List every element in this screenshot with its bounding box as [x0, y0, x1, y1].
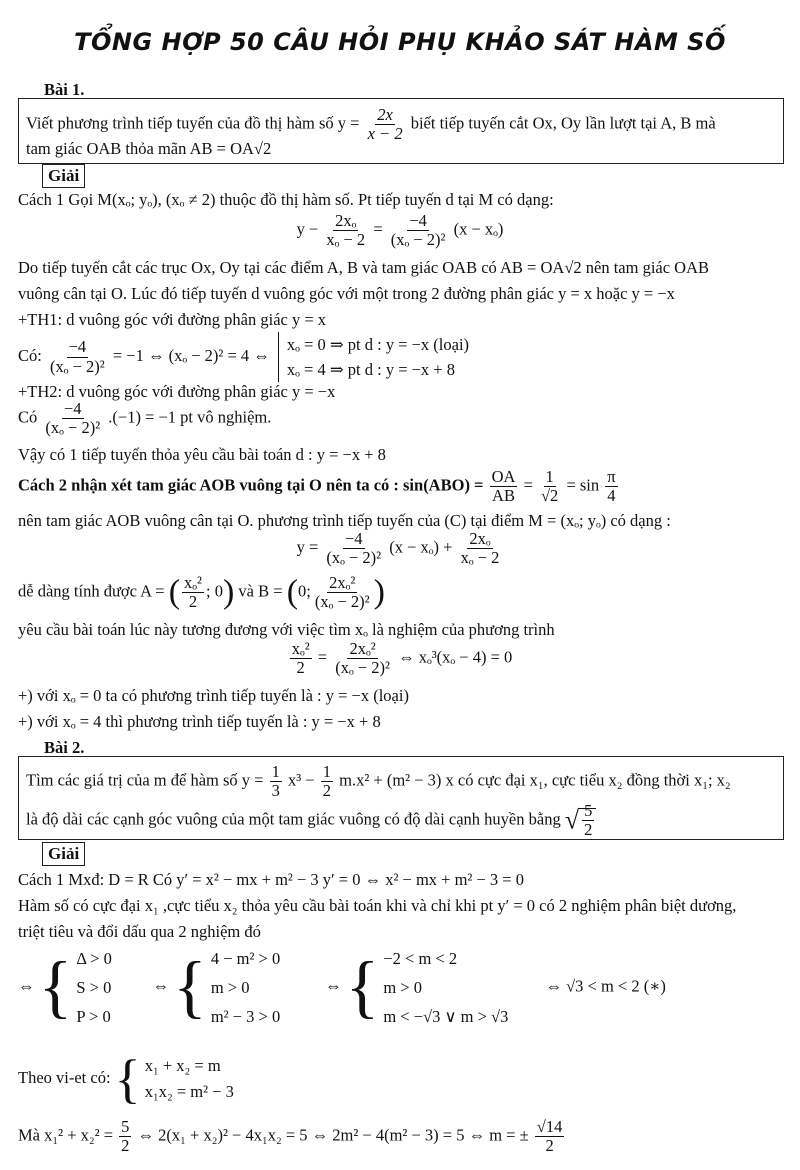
bai2-problem-line2: là độ dài các cạnh góc vuông của một tam giác vuông có độ dài cạnh huyền bằng √ $\frac{5}{2}$	[26, 802, 596, 839]
bai2-c1-line1: Cách 1 Mxđ: D = R Có y′ = x² − mx + m² − 3 y′ = 0 ⇔ x² − mx + m² − 3 = 0	[18, 870, 524, 889]
bai1-problem-line1	[26, 106, 716, 143]
bai1-c1-line1: Cách 1 Gọi M(xₒ; yₒ), (xₒ ≠ 2) thuộc đồ thị hàm số. Pt tiếp tuyến d tại M có dạng:	[18, 190, 554, 209]
bai1-solution-tag: Giải	[42, 164, 85, 188]
bai2-c1-line2: Hàm số có cực đại x₁ ,cực tiểu x₂ thỏa yêu cầu bài toán khi và chỉ khi pt y′ = 0 có 2 nghiệm phân biệt dương,	[18, 896, 737, 915]
bai1-c2-line3: dễ dàng tính được A = ( $\frac{\text{xₒ²}}{2}$ ; 0) và B = (0; $\frac{\text{2xₒ²}}{\text{(xₒ − 2)²}}$ )	[18, 573, 385, 612]
bai1-c2-case2: +) với xₒ = 4 thì phương trình tiếp tuyến là : y = −x + 8	[18, 712, 381, 731]
bai2-vieta-row: Theo vi-et có: { x₁ + x₂ = m x₁x₂ = m² − 3	[18, 1049, 234, 1109]
bai1-c1-th1: +TH1: d vuông góc với đường phân giác y = x	[18, 310, 327, 329]
bai1-problem-text-a: Viết phương trình tiếp tuyến của đồ thị hàm số y =	[26, 113, 360, 133]
page-title: TỔNG HỢP 50 CÂU HỎI PHỤ KHẢO SÁT HÀM SỐ	[74, 28, 726, 56]
bai2-vieta-system: x₁ + x₂ = m x₁x₂ = m² − 3	[144, 1056, 234, 1101]
bai1-c1-line2: Do tiếp tuyến cắt các trục Ox, Oy tại các điểm A, B và tam giác OAB có AB = OA√2 nên tam giác OAB	[18, 258, 710, 277]
bai1-c1-conclusion: Vậy có 1 tiếp tuyến thỏa yêu cầu bài toán d : y = −x + 8	[18, 445, 386, 464]
bai2-system-2: 4 − m² > 0 m > 0 m² − 3 > 0	[210, 949, 281, 1026]
bai2-heading: Bài 2.	[44, 738, 85, 757]
bai2-system-result: ⇔ √3 < m < 2 (∗)	[545, 976, 666, 996]
bai1-c2-case1: +) với xₒ = 0 ta có phương trình tiếp tuyến là : y = −x (loại)	[18, 686, 409, 705]
bai1-c1-co2-line: Có $\frac{-4}{\text{(xₒ − 2)²}}$ .(−1) = −1 pt vô nghiệm.	[18, 399, 272, 438]
bai1-problem-line2: tam giác OAB thỏa mãn AB = OA√2	[26, 139, 272, 158]
bai1-c1-cases: xₒ = 0 ⇒ pt d : y = −x (loại) xₒ = 4 ⇒ pt d : y = −x + 8	[278, 332, 469, 382]
bai2-solution-tag: Giải	[42, 842, 85, 866]
bai2-final-line: Mà x₁² + x₂² = $\frac{5}{2}$ ⇔ 2(x₁ + x₂)² − 4x₁x₂ = 5 ⇔ 2m² − 4(m² − 3) = 5 ⇔ m = ± $\frac{√14}{2}$	[18, 1117, 563, 1156]
bai2-system-1: Δ > 0 S > 0 P > 0	[76, 949, 112, 1026]
bai2-system-row: ⇔ { Δ > 0 S > 0 P > 0 ⇔ { 4 − m² > 0 m > 0 m² − 3 > 0 ⇔ { −2 < m < 2 m > 0 m < −√3 ∨ m > √3 ⇔ √3 < m < 2 (∗)	[18, 944, 666, 1031]
bai1-c2-equation3: $\frac{\text{xₒ²}}{2}$ = $\frac{\text{2xₒ²}}{\text{(xₒ − 2)²}}$ ⇔ xₒ³(xₒ − 4) = 0	[291, 639, 513, 678]
bai2-c1-line3: triệt tiêu và đổi dấu qua 2 nghiệm đó	[18, 922, 261, 941]
bai2-system-3: −2 < m < 2 m > 0 m < −√3 ∨ m > √3	[383, 949, 509, 1026]
bai1-c2-line4: yêu cầu bài toán lúc này tương đương với việc tìm xₒ là nghiệm của phương trình	[18, 620, 555, 639]
bai1-c1-line3: vuông cân tại O. Lúc đó tiếp tuyến d vuông góc với một trong 2 đường phân giác y = x hoặc y = −x	[18, 284, 675, 303]
bai1-c2-line2: nên tam giác AOB vuông cân tại O. phương trình tiếp tuyến của (C) tại điểm M = (xₒ; yₒ) có dạng :	[18, 511, 671, 530]
bai1-heading: Bài 1.	[44, 80, 85, 99]
bai1-c1-equation1: y − $\frac{\text{2xₒ}}{\text{xₒ − 2}}$ = $\frac{-4}{\text{(xₒ − 2)²}}$ (x − xₒ)	[296, 211, 504, 250]
bai1-c1-co-line: Có: $\frac{-4}{\text{(xₒ − 2)²}}$ = −1 ⇔ (xₒ − 2)² = 4 ⇔ xₒ = 0 ⇒ pt d : y = −x (loại) xₒ = 4 ⇒ pt d : y = −x + 8	[18, 332, 469, 382]
bai1-problem-text-b: biết tiếp tuyến cắt Ox, Oy lần lượt tại A, B mà	[410, 113, 716, 133]
bai2-problem-line1: Tìm các giá trị của m để hàm số y = $\frac{1}{3}$ x³ − $\frac{1}{2}$ m.x² + (m² − 3) x có cực đại x₁, cực tiểu x₂ đồng thời x₁; x₂	[26, 762, 731, 801]
bai1-c2-equation2: y = $\frac{-4}{\text{(xₒ − 2)²}}$ (x − xₒ) + $\frac{\text{2xₒ}}{\text{xₒ − 2}}$	[296, 529, 500, 568]
bai1-c2-line1: Cách 2 nhận xét tam giác AOB vuông tại O nên ta có : sin(ABO) = $\frac{OA}{AB}$ = $\frac{1}{√2}$ = sin $\frac{\pi}{4}$	[18, 467, 616, 506]
bai1-c1-th2: +TH2: d vuông góc với đường phân giác y = −x	[18, 382, 336, 401]
bai1-problem-fraction: $\frac{2x}{x - 2}$	[367, 105, 403, 144]
